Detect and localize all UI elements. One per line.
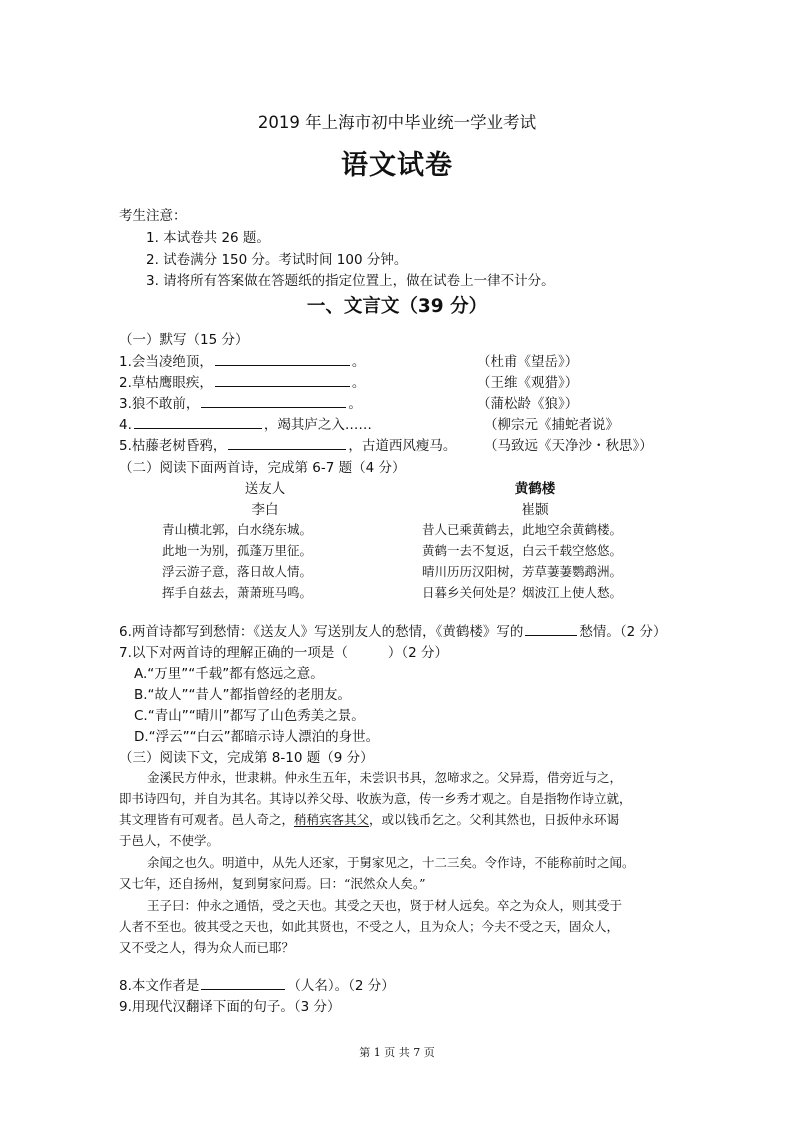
question-text: 7.以下对两首诗的理解正确的一项是（ (119, 645, 348, 661)
option-d: D.“浮云”“白云”都暗示诗人漂泊的身世。 (134, 729, 380, 745)
answer-blank[interactable] (228, 437, 346, 450)
fill-line (119, 413, 372, 433)
line-text: 。 (351, 354, 366, 370)
source: （蒲松龄《狼》） (477, 396, 579, 412)
question-7 (119, 641, 448, 661)
line-text: 。 (351, 375, 366, 391)
line-text: 。 (348, 396, 362, 412)
question-8 (119, 974, 395, 994)
poem-line: 黄鹤一去不复返，白云千载空悠悠。 (422, 543, 623, 558)
source: （王维《观猎》） (477, 375, 579, 391)
part-heading: （一）默写（15 分） (119, 332, 249, 348)
passage-line: 又不受之人，得为众人而已耶？ (119, 940, 295, 955)
line-text: 1.会当凌绝顶， (119, 354, 213, 370)
fill-line (119, 350, 365, 370)
question-text: （人名）。（2 分） (287, 978, 395, 994)
poem-line: 此地一为别，孤蓬万里征。 (162, 543, 313, 558)
passage-line: 王子曰：仲永之通悟，受之天也。其受之天也，贤于材人远矣。卒之为众人，则其受于 (147, 898, 623, 913)
answer-blank[interactable] (201, 395, 346, 408)
poem-line: 挥手自兹去，萧萧班马鸣。 (162, 585, 313, 600)
poem-line: 青山横北郭，白水绕东城。 (162, 522, 313, 537)
line-text: ，古道西风瘦马。 (348, 438, 457, 454)
notice-item: 1. 本试卷共 26 题。 (146, 230, 270, 246)
paper-title: 语文试卷 (341, 150, 453, 181)
section-title: 一、文言文（39 分） (306, 296, 488, 317)
part-heading: （二）阅读下面两首诗，完成第 6-7 题（4 分） (119, 460, 406, 476)
passage-line: 人者不至也。彼其受之天也，如此其贤也，不受之人，且为众人；今夫不受之天，固众人， (119, 919, 620, 934)
passage-line: 于邑人，不使学。 (119, 833, 220, 848)
option-c: C.“青山”“晴川”都写了山色秀美之景。 (134, 708, 365, 724)
page-number: 第 1 页 共 7 页 (359, 1046, 435, 1059)
source: （马致远《天净沙・秋思》） (484, 438, 653, 454)
passage-line: 金溪民方仲永，世隶耕。仲永生五年，未尝识书具，忽啼求之。父异焉，借旁近与之， (147, 770, 623, 785)
passage-line: 即书诗四句，并自为其名。其诗以养父母、收族为意，传一乡秀才观之。自是指物作诗立就， (119, 791, 632, 806)
source: （杜甫《望岳》） (477, 354, 579, 370)
question-6 (119, 620, 667, 640)
fill-line (119, 392, 362, 412)
fill-line (119, 434, 456, 454)
passage-text: ，或以钱币乞之。父利其然也，日扳仲永环谒 (369, 812, 620, 827)
poem-author: 崔颢 (521, 502, 549, 518)
passage-line (119, 810, 619, 828)
notice-heading: 考生注意： (119, 208, 187, 224)
passage-line: 余闻之也久。明道中，从先人还家，于舅家见之，十二三矣。令作诗，不能称前时之闻。 (147, 855, 635, 870)
passage-text: 其文理皆有可观者。邑人奇之， (119, 812, 295, 827)
poem-title: 黄鹤楼 (514, 481, 556, 497)
answer-blank[interactable] (215, 353, 350, 366)
line-text: 5.枯藤老树昏鸦， (119, 438, 227, 454)
question-text: 愁情。（2 分） (579, 624, 667, 640)
line-text: 3.狼不敢前， (119, 396, 200, 412)
poem-author: 李白 (251, 502, 279, 518)
line-text: ，竭其庐之入…… (263, 417, 372, 433)
poem-line: 晴川历历汉阳树，芳草萋萋鹦鹉洲。 (422, 564, 623, 579)
part-heading: （三）阅读下文，完成第 8-10 题（9 分） (119, 750, 374, 766)
question-text: 6.两首诗都写到愁情：《送友人》写送别友人的愁情，《黄鹤楼》写的 (119, 624, 524, 640)
underlined-phrase: 稍稍宾客其父 (294, 812, 370, 827)
source: （柳宗元《捕蛇者说》 (484, 417, 619, 433)
poem-title: 送友人 (244, 481, 286, 497)
answer-blank[interactable] (525, 623, 577, 636)
answer-blank[interactable] (201, 977, 285, 990)
poem-line: 浮云游子意，落日故人情。 (162, 564, 313, 579)
option-b: B.“故人”“昔人”都指曾经的老朋友。 (134, 687, 352, 703)
answer-blank[interactable] (215, 374, 350, 387)
line-text: 2.草枯鹰眼疾， (119, 375, 213, 391)
question-text: 8.本文作者是 (119, 978, 200, 994)
exam-title: 2019 年上海市初中毕业统一学业考试 (257, 113, 537, 132)
question-9: 9.用现代汉翻译下面的句子。（3 分） (119, 999, 341, 1015)
notice-item: 3. 请将所有答案做在答题纸的指定位置上，做在试卷上一律不计分。 (146, 273, 555, 289)
passage-line: 又七年，还自扬州，复到舅家问焉。曰：“泯然众人矣。” (119, 876, 426, 891)
poem-line: 日暮乡关何处是？烟波江上使人愁。 (422, 585, 623, 600)
fill-line (119, 371, 365, 391)
poem-line: 昔人已乘黄鹤去，此地空余黄鹤楼。 (422, 522, 623, 537)
option-a: A.“万里”“千载”都有悠远之意。 (134, 666, 324, 682)
notice-item: 2. 试卷满分 150 分。考试时间 100 分钟。 (146, 252, 408, 268)
answer-blank[interactable] (134, 416, 262, 429)
question-text: ）（2 分） (387, 645, 449, 661)
line-text: 4. (119, 417, 132, 433)
